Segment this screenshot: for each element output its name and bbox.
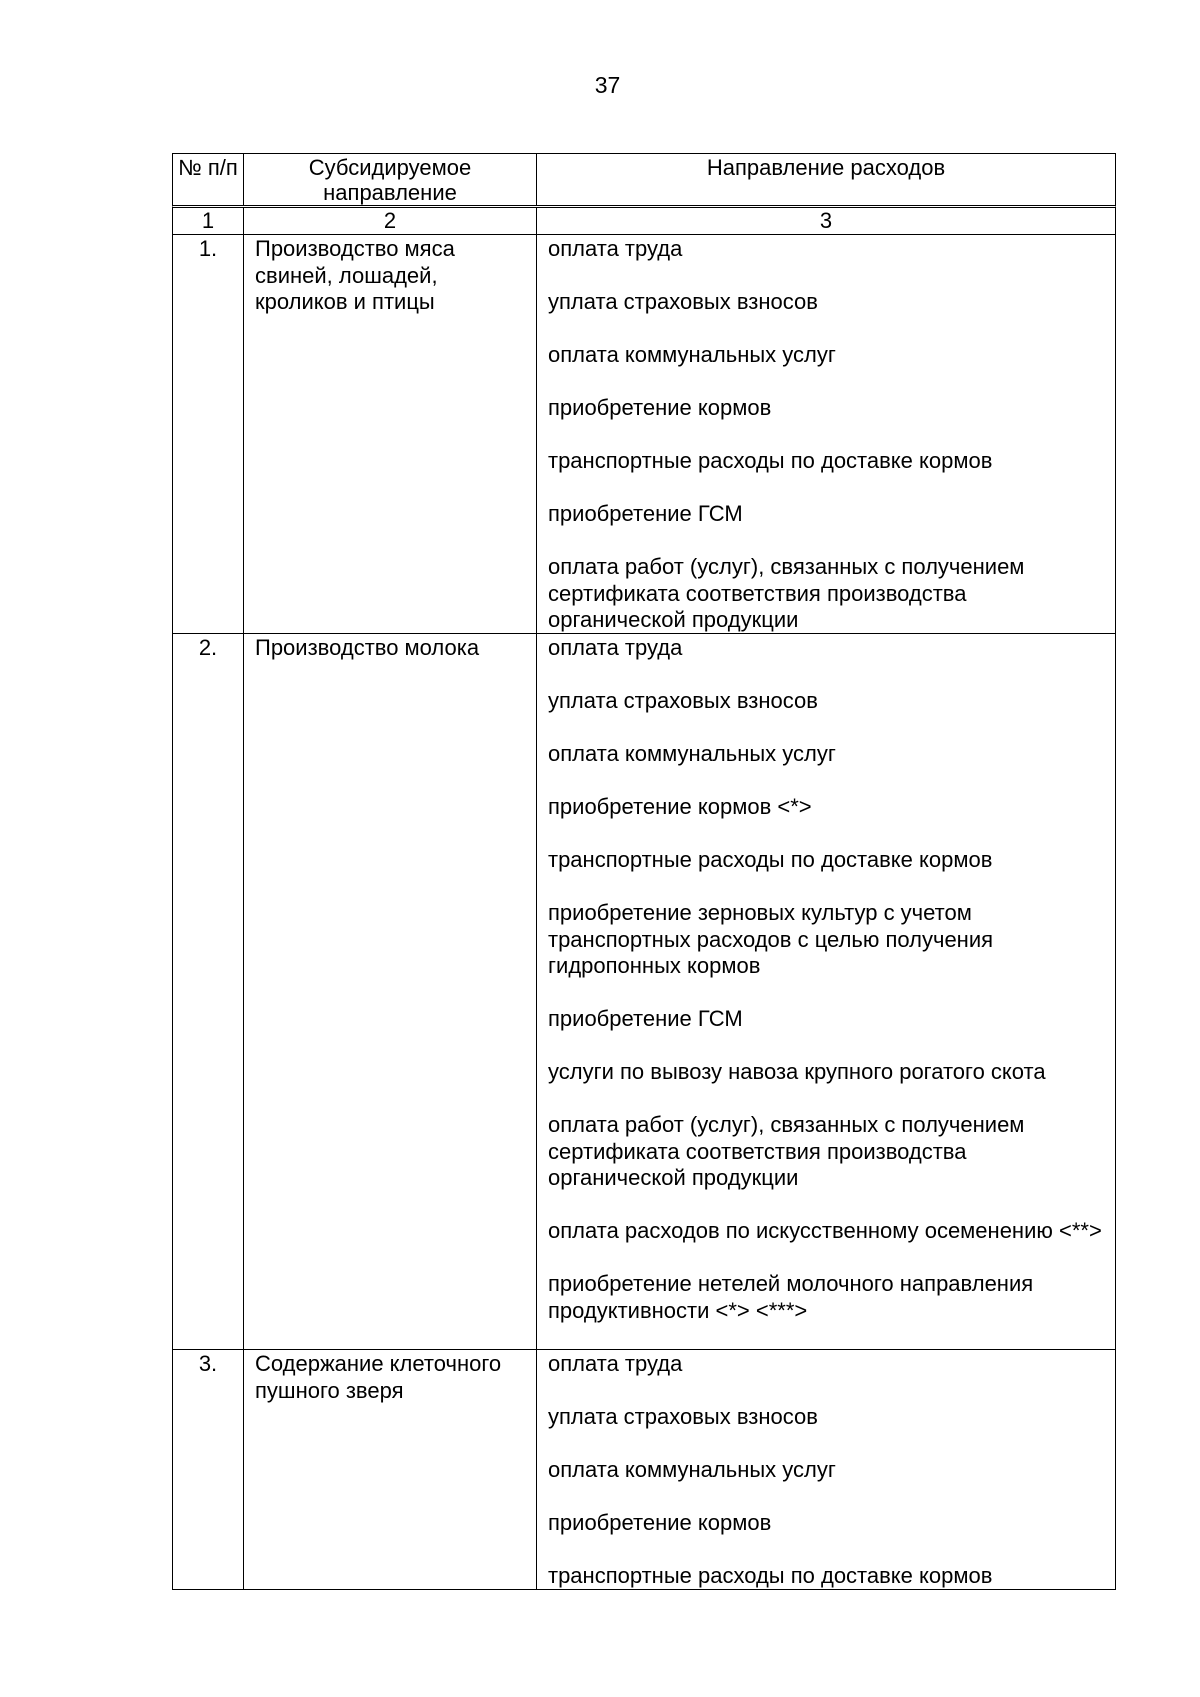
subsidized-direction: Содержание клеточного пушного зверя: [244, 1350, 537, 1589]
expense-item: транспортные расходы по доставке кормов: [548, 847, 993, 872]
expenses-table: [172, 153, 1116, 1590]
expense-item: транспортные расходы по доставке кормов: [548, 448, 993, 473]
expense-item: оплата коммунальных услуг: [548, 1457, 836, 1482]
expense-item: оплата работ (услуг), связанных с получением сертификата соответствия производства органической продукции: [548, 554, 1025, 632]
expense-list: [537, 235, 1115, 633]
row-number: 1.: [173, 235, 244, 633]
header-number: № п/п: [173, 154, 244, 205]
expense-item: уплата страховых взносов: [548, 688, 818, 713]
expense-list: [537, 634, 1115, 1349]
expense-item: оплата коммунальных услуг: [548, 342, 836, 367]
column-number: 3: [819, 208, 833, 233]
column-numbers-row: [172, 208, 1116, 235]
column-number: 1: [173, 208, 244, 234]
expense-item: приобретение кормов: [548, 395, 772, 420]
expense-item: приобретение зерновых культур с учетом транспортных расходов с целью получения гидропонных кормов: [548, 900, 994, 978]
table-header-row: [172, 153, 1116, 208]
header-direction: Субсидируемое направление: [244, 154, 537, 205]
expense-item: оплата коммунальных услуг: [548, 741, 836, 766]
expense-item: оплата труда: [548, 1351, 683, 1376]
expense-item: приобретение нетелей молочного направления продуктивности <*> <***>: [548, 1271, 1034, 1323]
table-row: [172, 1350, 1116, 1590]
subsidized-direction: Производство мяса свиней, лошадей, кроликов и птицы: [244, 235, 537, 633]
page-number: 37: [594, 72, 621, 98]
expense-item: оплата работ (услуг), связанных с получением сертификата соответствия производства органической продукции: [548, 1112, 1025, 1190]
header-expenses: Направление расходов: [706, 155, 946, 180]
table-row: [172, 235, 1116, 634]
expense-item: оплата труда: [548, 236, 683, 261]
column-number: 2: [244, 208, 537, 234]
expense-list: [537, 1350, 1115, 1589]
expense-item: приобретение ГСМ: [548, 1006, 743, 1031]
expense-item: услуги по вывозу навоза крупного рогатого скота: [548, 1059, 1046, 1084]
table-row: [172, 634, 1116, 1350]
expense-item: транспортные расходы по доставке кормов: [548, 1563, 993, 1588]
subsidized-direction: Производство молока: [244, 634, 537, 1349]
expense-item: оплата расходов по искусственному осеменению <**>: [548, 1218, 1102, 1243]
expense-item: оплата труда: [548, 635, 683, 660]
row-number: 2.: [173, 634, 244, 1349]
expense-item: приобретение ГСМ: [548, 501, 743, 526]
expense-item: уплата страховых взносов: [548, 1404, 818, 1429]
expense-item: уплата страховых взносов: [548, 289, 818, 314]
expense-item: приобретение кормов: [548, 1510, 772, 1535]
expense-item: приобретение кормов <*>: [548, 794, 812, 819]
row-number: 3.: [173, 1350, 244, 1589]
